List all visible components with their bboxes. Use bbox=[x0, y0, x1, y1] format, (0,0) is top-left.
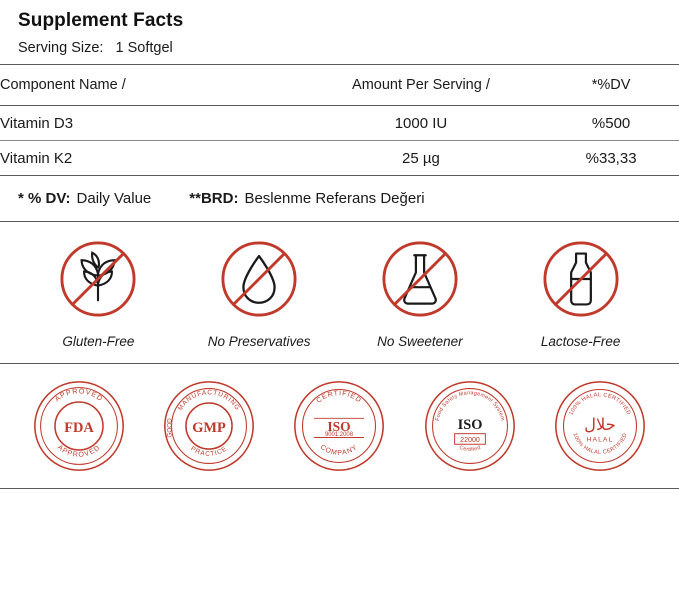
flask-icon bbox=[379, 238, 461, 320]
iso22000-arc-top: Food Safety Management System bbox=[434, 390, 505, 422]
halal-center-text: حلال bbox=[584, 414, 616, 434]
halal-arc-bottom: 100% HALAL CERTIFIED bbox=[571, 432, 629, 456]
free-from-label: Lactose-Free bbox=[540, 334, 621, 349]
gmp-center-text: GMP bbox=[192, 419, 227, 436]
halal-sub-text: HALAL bbox=[586, 436, 614, 444]
column-header-amount: Amount Per Serving / bbox=[352, 77, 490, 93]
gmp-arc-top: MANUFACTURING bbox=[177, 389, 242, 413]
table-row bbox=[0, 106, 679, 140]
iso9001-center-text: ISO bbox=[327, 418, 352, 434]
iso22000-sub-text: 22000 bbox=[459, 435, 480, 444]
milk-bottle-icon bbox=[540, 238, 622, 320]
nutrition-table-body bbox=[0, 106, 679, 140]
svg-text:Certified bbox=[458, 445, 481, 453]
serving-size bbox=[18, 40, 661, 56]
free-from-item bbox=[506, 238, 656, 349]
facts-header bbox=[0, 0, 679, 64]
fda-arc-bottom: APPROVED bbox=[56, 443, 103, 459]
nutrient-dv: %500 bbox=[591, 114, 631, 132]
serving-size-label: Serving Size: bbox=[18, 40, 104, 56]
nutrition-table bbox=[0, 65, 679, 105]
iso9001-sub-text: 9001:2008 bbox=[325, 432, 354, 439]
wheat-icon bbox=[57, 238, 139, 320]
gmp-seal-icon bbox=[161, 378, 257, 474]
iso9001-arc-top: CERTIFIED bbox=[315, 390, 364, 405]
table-row bbox=[0, 141, 679, 175]
svg-text:CERTIFIED bbox=[316, 390, 363, 404]
brd-text: Beslenme Referans Değeri bbox=[244, 190, 425, 207]
dv-marker: * % DV: bbox=[18, 190, 71, 207]
iso22000-arc-bottom: Certified bbox=[457, 444, 482, 453]
certification-seals bbox=[0, 364, 679, 488]
column-header-component: Component Name / bbox=[0, 77, 126, 93]
fda-arc-top: APPROVED bbox=[53, 387, 105, 404]
bottom-spacer bbox=[0, 489, 679, 533]
iso22000-center-text: ISO bbox=[457, 416, 483, 433]
halal-arc-top: 100% HALAL CERTIFIED bbox=[568, 392, 632, 417]
free-from-label: No Sweetener bbox=[377, 334, 463, 349]
fda-seal-icon bbox=[31, 378, 127, 474]
nutrition-table-body-2 bbox=[0, 141, 679, 175]
iso-22000-seal-icon bbox=[422, 378, 518, 474]
brd-marker: **BRD: bbox=[189, 190, 239, 207]
free-from-label: Gluten-Free bbox=[62, 334, 135, 349]
nutrient-amount: 25 µg bbox=[402, 149, 440, 167]
nutrient-dv: %33,33 bbox=[585, 149, 637, 167]
column-header-dv: *%DV bbox=[591, 77, 631, 93]
nutrient-amount: 1000 IU bbox=[394, 114, 448, 132]
free-from-label: No Preservatives bbox=[207, 334, 311, 349]
serving-size-value: 1 Softgel bbox=[115, 40, 173, 56]
iso-9001-seal-icon bbox=[291, 378, 387, 474]
fda-center-text: FDA bbox=[64, 419, 94, 436]
nutrient-name: Vitamin D3 bbox=[0, 114, 74, 132]
free-from-item bbox=[345, 238, 495, 349]
svg-text:APPROVED bbox=[54, 387, 105, 403]
footnote bbox=[0, 176, 679, 221]
free-from-section bbox=[0, 222, 679, 363]
nutrient-name: Vitamin K2 bbox=[0, 149, 73, 167]
page-title: Supplement Facts bbox=[18, 10, 184, 31]
halal-seal-icon bbox=[552, 378, 648, 474]
dv-text: Daily Value bbox=[76, 190, 152, 207]
svg-text:100% HALAL CERTIFIED bbox=[568, 392, 631, 416]
svg-text:APPROVED bbox=[56, 443, 102, 459]
droplet-icon bbox=[218, 238, 300, 320]
iso9001-arc-bottom: COMPANY bbox=[319, 443, 360, 457]
gmp-side-left: GOOD bbox=[166, 418, 174, 438]
free-from-item bbox=[184, 238, 334, 349]
table-header-row bbox=[0, 65, 679, 105]
svg-text:MANUFACTURING bbox=[177, 389, 241, 412]
svg-text:PRACTICE bbox=[190, 445, 229, 458]
svg-text:COMPANY bbox=[319, 444, 359, 457]
free-from-item bbox=[23, 238, 173, 349]
gmp-arc-bottom: PRACTICE bbox=[189, 445, 229, 458]
